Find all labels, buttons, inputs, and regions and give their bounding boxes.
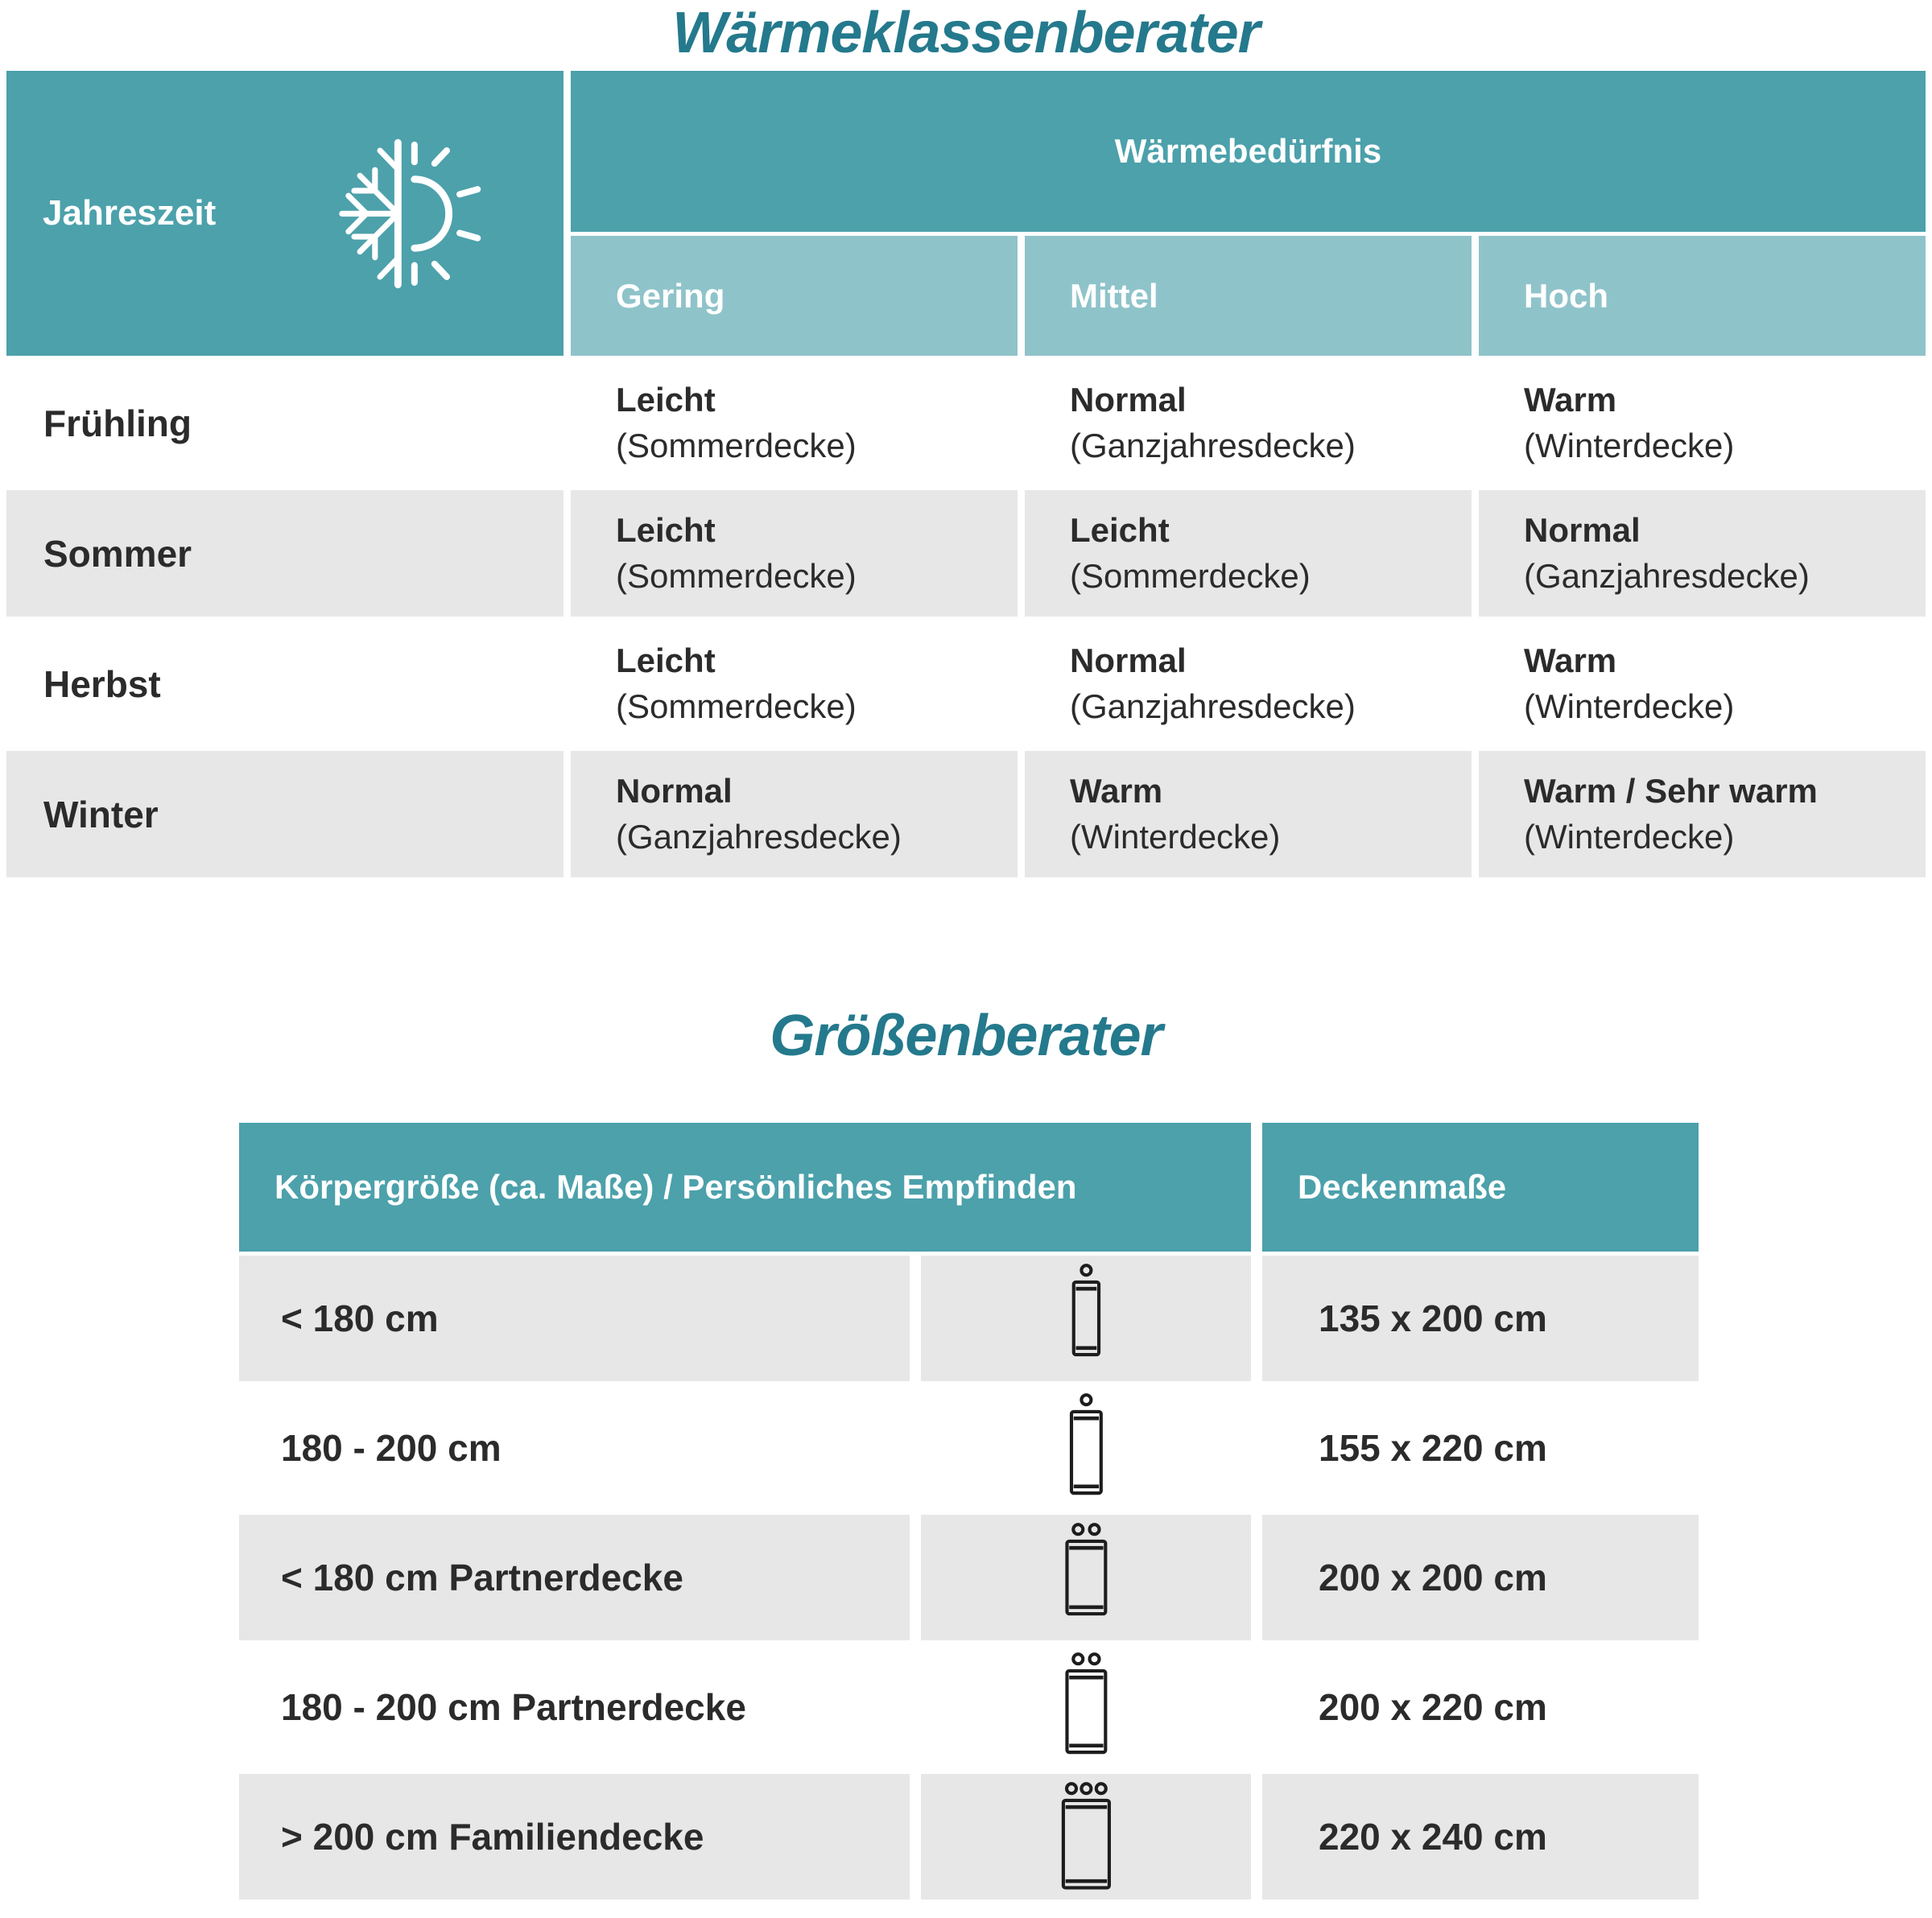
table-cell (1025, 490, 1472, 617)
body-height-label: 180 - 200 cm Partnerdecke (239, 1644, 910, 1770)
col-header-hoch: Hoch (1479, 236, 1926, 356)
blanket-size-header: Deckenmaße (1262, 1123, 1699, 1252)
blanket-type: (Ganzjahresdecke) (1524, 556, 1810, 595)
season-label: Frühling (6, 360, 564, 486)
warmth-class: Leicht (616, 381, 716, 419)
warmth-class: Normal (1070, 381, 1187, 419)
warmth-class: Warm (1070, 772, 1163, 811)
warmth-table-title: Wärmeklassenberater (672, 1, 1260, 65)
blanket-size-value: 220 x 240 cm (1262, 1774, 1699, 1899)
table-cell (1025, 751, 1472, 877)
blanket-size-value: 200 x 220 cm (1262, 1644, 1699, 1770)
snowflake-sun-icon (328, 124, 493, 303)
blanket-type: (Sommerdecke) (1070, 556, 1311, 595)
body-height-header: Körpergröße (ca. Maße) / Persönliches Empfinden (239, 1123, 1251, 1252)
blanket-type: (Winterdecke) (1524, 817, 1735, 856)
warmth-class: Warm (1524, 381, 1617, 419)
blanket-type: (Winterdecke) (1524, 687, 1735, 725)
warmth-class: Warm (1524, 641, 1617, 680)
blanket-1-person-icon (921, 1256, 1251, 1381)
table-cell (1479, 751, 1926, 877)
col-header-gering: Gering (571, 236, 1018, 356)
table-cell (1479, 360, 1926, 486)
warmth-table (6, 71, 1926, 877)
col-header-mittel: Mittel (1025, 236, 1472, 356)
blanket-size-value: 155 x 220 cm (1262, 1385, 1699, 1511)
table-cell (571, 360, 1018, 486)
table-cell (1479, 621, 1926, 747)
size-table-title: Größenberater (770, 1004, 1162, 1068)
body-height-label: < 180 cm Partnerdecke (239, 1515, 910, 1640)
blanket-3-persons-icon (921, 1774, 1251, 1899)
warmth-need-header: Wärmebedürfnis (571, 71, 1926, 232)
blanket-type: (Sommerdecke) (616, 426, 857, 464)
blanket-type: (Sommerdecke) (616, 556, 857, 595)
table-cell (571, 751, 1018, 877)
body-height-label: < 180 cm (239, 1256, 910, 1381)
body-height-label: > 200 cm Familiendecke (239, 1774, 910, 1899)
table-cell (1025, 621, 1472, 747)
season-label: Winter (6, 751, 564, 877)
table-cell (1479, 490, 1926, 617)
blanket-type: (Winterdecke) (1524, 426, 1735, 464)
warmth-class: Normal (1070, 641, 1187, 680)
warmth-class: Normal (616, 772, 733, 811)
blanket-type: (Ganzjahresdecke) (1070, 426, 1356, 464)
blanket-size-value: 135 x 200 cm (1262, 1256, 1699, 1381)
blanket-type: (Sommerdecke) (616, 687, 857, 725)
warmth-class: Normal (1524, 511, 1641, 550)
table-cell (571, 621, 1018, 747)
season-label: Sommer (6, 490, 564, 617)
blanket-type: (Ganzjahresdecke) (1070, 687, 1356, 725)
warmth-class: Leicht (616, 511, 716, 550)
blanket-size-value: 200 x 200 cm (1262, 1515, 1699, 1640)
season-label: Herbst (6, 621, 564, 747)
warmth-class: Warm / Sehr warm (1524, 772, 1818, 811)
blanket-2-persons-icon (921, 1644, 1251, 1770)
blanket-1-person-icon (921, 1385, 1251, 1511)
season-header-label: Jahreszeit (43, 193, 217, 233)
warmth-class: Leicht (1070, 511, 1170, 550)
table-cell (571, 490, 1018, 617)
blanket-type: (Winterdecke) (1070, 817, 1281, 856)
blanket-2-persons-icon (921, 1515, 1251, 1640)
body-height-label: 180 - 200 cm (239, 1385, 910, 1511)
blanket-type: (Ganzjahresdecke) (616, 817, 902, 856)
season-header-cell (6, 71, 564, 356)
warmth-class: Leicht (616, 641, 716, 680)
table-cell (1025, 360, 1472, 486)
size-table (239, 1123, 1699, 1899)
